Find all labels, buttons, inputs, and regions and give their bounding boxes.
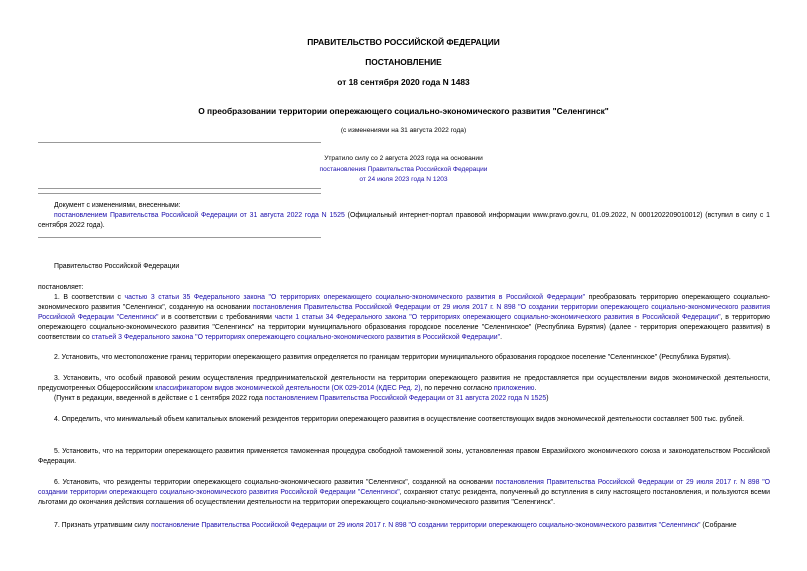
government-line: Правительство Российской Федерации xyxy=(54,263,180,270)
classifier-link[interactable]: классификатором видов экономической деятельности (ОК 029-2014 (КДЕС Ред. 2) xyxy=(155,385,421,392)
void-note-link-date[interactable]: от 24 июля 2023 года N 1203 xyxy=(359,176,448,183)
paragraph-5: 5. Установить, что на территории опережающего развития применяется таможенная процедура свободной таможенной зоны, установленная правом Евразийского экономического союза и законодательством Российской Федерации. xyxy=(38,448,770,465)
repealed-resolution-link[interactable]: постановление Правительства Российской Федерации от 29 июля 2017 г. N 898 "О создании территории опережающего социально-экономического развития "Селенгинск" xyxy=(151,522,701,529)
changes-text: постановлением Правительства Российской Федерации от 31 августа 2022 года N 1525 (Официальный интернет-портал правовой информации www.pravo.gov.ru, 01.09.2022, N 0001202209010012) (вступил в силу с 1 сентября 2022 года). xyxy=(38,212,770,229)
paragraph-6: 6. Установить, что резиденты территории опережающего социально-экономического развития "Селенгинск", созданной на основании постановления Правительства Российской Федерации от 29 июля 2017 г. N 898 "О создании территории опережающего социально-экономического развития Российской Федерации "Селенгинск", сохраняют статус резидента, полученный до вступления в силу настоящего постановления, и пользуются всеми льготами до окончания действия соглашения об осуществлении деятельности на территории опережающего социально-экономического развития "Селенгинск". xyxy=(38,479,771,506)
divider xyxy=(38,142,321,143)
document-title: О преобразовании территории опережающего социально-экономического развития "Селенгинск" xyxy=(198,106,609,116)
resolution-link[interactable]: постановления Правительства Российской Федерации от 29 июля 2017 г. N 898 "О создании территории опережающего социально-экономического развития Российской Федерации "Селенгинск" xyxy=(38,479,771,496)
changes-link[interactable]: постановлением Правительства Российской Федерации от 31 августа 2022 года N 1525 xyxy=(54,212,345,219)
divider xyxy=(38,193,321,194)
void-note-link[interactable]: постановления Правительства Российской Федерации xyxy=(319,165,488,173)
divider xyxy=(38,237,321,238)
document-date-number: от 18 сентября 2020 года N 1483 xyxy=(337,77,470,87)
decrees-line: постановляет: xyxy=(38,284,84,291)
document-type: ПОСТАНОВЛЕНИЕ xyxy=(365,57,442,67)
law-article3-link[interactable]: статьей 3 Федерального закона "О территориях опережающего социально-экономического развития в Российской Федерации" xyxy=(91,334,501,341)
paragraph-1: 1. В соответствии с частью 3 статьи 35 Федерального закона "О территориях опережающего социально-экономического развития в Российской Федерации" преобразовать территорию опережающего социально-экономического развития "Селенгинск", созданную на основании постановления Правительства Российской Федерации от 29 июля 2017 г. N 898 "О создании территории опережающего социально-экономического развития Российской Федерации "Селенгинск" и в соответствии с требованиями части 1 статьи 34 Федерального закона "О территориях опережающего социально-экономического развития в Российской Федерации", в территорию опережающего социально-экономического развития "Селенгинск" на территории муниципального образования городское поселение "Селенгинское" (Республика Бурятия) (далее - территория опережающего развития) в соответствии со статьей 3 Федерального закона "О территориях опережающего социально-экономического развития в Российской Федерации". xyxy=(38,294,771,341)
amendment-link[interactable]: постановлением Правительства Российской Федерации от 31 августа 2022 года N 1525 xyxy=(264,395,547,402)
divider xyxy=(38,188,321,189)
paragraph-7: 7. Признать утратившим силу постановление Правительства Российской Федерации от 29 июля 2017 г. N 898 "О создании территории опережающего социально-экономического развития "Селенгинск" (Собрание xyxy=(54,522,737,529)
void-note xyxy=(0,154,807,186)
resolution-link[interactable]: постановления Правительства Российской Федерации от 29 июля 2017 г. N 898 "О создании территории опережающего социально-экономического развития Российской Федерации "Селенгинск" xyxy=(38,304,771,321)
changes-note: (с изменениями на 31 августа 2022 года) xyxy=(340,127,467,134)
changes-label: Документ с изменениями, внесенными: xyxy=(54,202,181,209)
law-article-link[interactable]: части 1 статьи 34 Федерального закона "О территориях опережающего социально-экономического развития в Российской Федерации" xyxy=(274,314,721,321)
paragraph-3-note: (Пункт в редакции, введенной в действие с 1 сентября 2022 года постановлением Правительства Российской Федерации от 31 августа 2022 года N 1525) xyxy=(54,395,549,402)
law-link[interactable]: частью 3 статьи 35 Федерального закона "О территориях опережающего социально-экономического развития в Российской Федерации" xyxy=(124,294,586,301)
government-heading: ПРАВИТЕЛЬСТВО РОССИЙСКОЙ ФЕДЕРАЦИИ xyxy=(307,37,500,47)
paragraph-3: 3. Установить, что особый правовой режим осуществления предпринимательской деятельности на территории опережающего развития не предоставляется при осуществлении видов экономической деятельности, предусмотренных Общероссийским классификатором видов экономической деятельности (ОК 029-2014 (КДЕС Ред. 2), по перечню согласно приложению. xyxy=(38,375,770,392)
paragraph-2: 2. Установить, что местоположение границ территории опережающего развития определяется по границам территории муниципального образования городское поселение "Селенгинское" (Республика Бурятия). xyxy=(54,354,731,361)
changes-document-block xyxy=(38,201,770,231)
paragraph-4: 4. Определить, что минимальный объем капитальных вложений резидентов территории опережающего развития в осуществление соответствующих видов экономической деятельности составляет 500 тыс. рублей. xyxy=(54,416,745,423)
void-note-text: Утратило силу со 2 августа 2023 года на основании xyxy=(324,155,483,162)
appendix-link[interactable]: приложению xyxy=(493,385,535,392)
